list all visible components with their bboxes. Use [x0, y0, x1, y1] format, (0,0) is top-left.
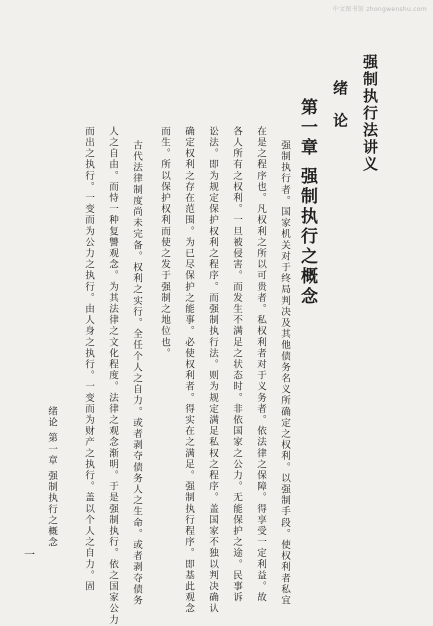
- paragraph-line: 而出之执行。一变而为公力之执行。由人身之执行。一变而为财产之执行。盖以个人之自力。固: [83, 126, 94, 593]
- paragraph-line: 各人所有之权利。一旦被侵害。而发生不满足之状态时。非依国家之公力。无能保护之途。民事诉: [231, 126, 242, 604]
- paragraph-line: 强制执行者。国家机关对于终局判决及其他债务名义所确定之权利。以强制手段。使权利者私宜: [279, 140, 290, 607]
- paragraph-line: 讼法。即为规定保护权利之程序。而强制执行法。则为规定满足私权之程序。盖国家不独以判决确认: [207, 126, 218, 615]
- paragraph-line: 而生。所以保护权利而使之发于强制之地位也。: [159, 126, 170, 360]
- chapter-title: 第一章 强制执行之概念: [297, 98, 317, 307]
- paragraph-line: 人之自由。而恃一种复讐观念。为其法律之文化程度。法律之观念渐明。于是强制执行。依之国家公力: [107, 126, 118, 626]
- paragraph-line: 古代法律制度尚未完备。权利之实行。全任个人之自力。或者剥夺债务人之生命。或者剥夺债务: [131, 140, 142, 607]
- watermark: 中文图书馆 zhongwenshu.com: [332, 6, 427, 13]
- section-title: 绪 论: [331, 80, 349, 134]
- book-title: 强制执行法讲义: [361, 54, 379, 173]
- paragraph-line: 在是之程序也。凡权利之所以可贵者。私权利者对于义务者。依法律之保障。得享受一定利益。故: [255, 126, 266, 604]
- paragraph-line: 确定权利之存在范围。为已尽保护之能事。必使权利者。得实在之满足。强制执行程序。即基此观念: [183, 126, 194, 615]
- page-number: 一: [24, 548, 35, 561]
- running-footer: 绪论 第一章 强制执行之概念: [46, 405, 57, 548]
